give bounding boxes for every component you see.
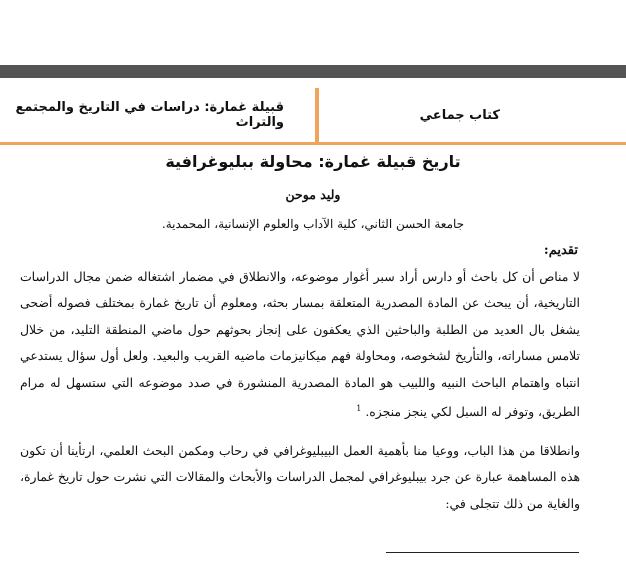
footnote-separator: [386, 552, 579, 553]
intro-heading: تقديم:: [543, 243, 578, 258]
paragraph-2: وانطلاقا من هذا الباب، ووعيا منا بأهمية العمل البيبليوغرافي في رحاب ومكمن البحث العلمي، ارتأينا أن تكون هذه المساهمة عبارة عن جرد بيبليوغرافي لمجمل الدراسات والأبحاث والمقالات التي نشرت حول تاريخ غمارة، والغاية من ذلك تتجلى في:: [20, 443, 580, 511]
top-dark-band: [0, 65, 626, 78]
running-header: [0, 88, 626, 142]
header-rule: [0, 142, 626, 145]
author-affiliation: جامعة الحسن الثاني، كلية الآداب والعلوم الإنسانية، المحمدية.: [161, 217, 465, 231]
paragraph-1-text: لا مناص أن كل باحث أو دارس أراد سبر أغوار موضوعه، والانطلاق في مضمار اشتغاله ضمن مجال الدراسات التاريخية، أن يبحث عن المادة المصدرية المتعلقة بمسار بحثه، ومعلوم أن تاريخ غمارة بمختلف فصوله أضحى يشغل بال العديد من الطلبة والباحثين الذي يعكفون على إنجاز بحوثهم حول ماضي المنطقة التليد، من خلال تلامس مساراته، والتأريخ لشخوصه، ومحاولة فهم ميكانيزمات ماضيه القريب والبعيد. ولعل أول سؤال يستدعي انتباه واهتمام الباحث النبيه واللبيب هو المادة المصدرية المنشورة في صدد موضوعه التي ستسهل له مرام الطريق، وتوفر له السبل لكي ينجز منجزه.: [20, 269, 580, 420]
header-book-title: قبيلة غمارة: دراسات في التاريخ والمجتمع والتراث: [15, 100, 284, 130]
header-divider: [315, 88, 319, 142]
footnote-ref[interactable]: 1: [356, 404, 362, 414]
header-book-type: كتاب جماعي: [419, 107, 500, 123]
article-author: وليد موحن: [285, 187, 341, 202]
article-title: تاريخ قبيلة غمارة: محاولة ببليوغرافية: [165, 152, 461, 171]
paragraph-1: [20, 264, 580, 426]
